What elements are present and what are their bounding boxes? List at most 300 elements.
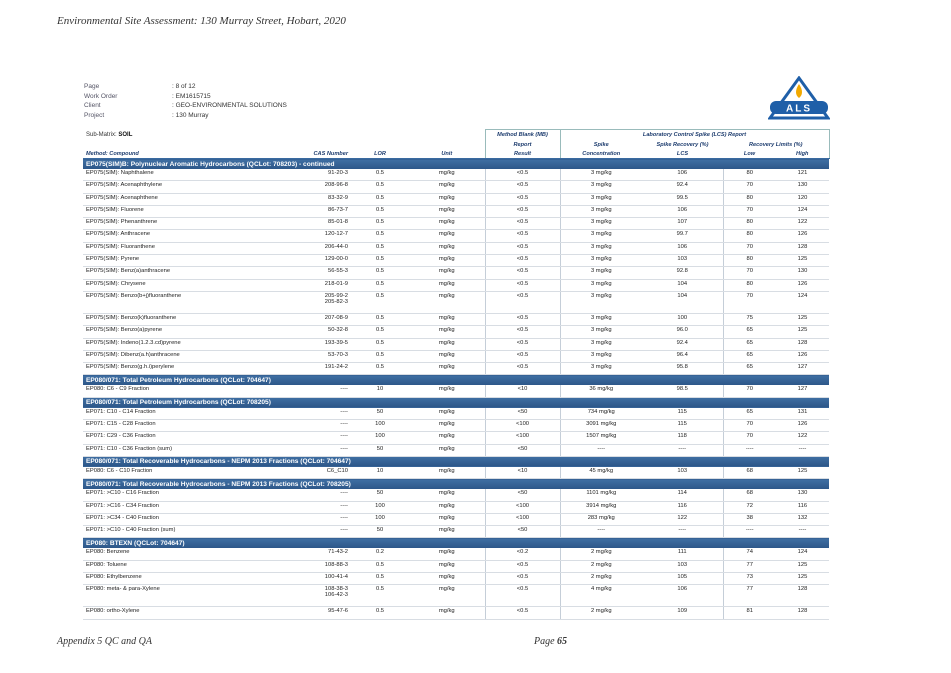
lcs-recovery: 103 (677, 467, 688, 474)
lcs-recovery-cell (642, 255, 723, 267)
lor-cell (351, 193, 409, 205)
mb-result: <0.5 (516, 292, 529, 299)
lcs-recovery-cell (642, 467, 723, 479)
table-row (83, 513, 829, 525)
spike-concentration: 3 mg/kg (590, 194, 612, 201)
unit-cell (409, 291, 485, 313)
table-row (83, 501, 829, 513)
lor-cell (351, 585, 409, 607)
col-cas: CAS Number (267, 149, 351, 159)
compound: EP080: Toluene (86, 561, 127, 568)
spike-concentration: 3 mg/kg (590, 327, 612, 334)
compound: EP075(SIM): Fluorene (86, 206, 144, 213)
lcs-recovery-cell (642, 350, 723, 362)
limit-high: 126 (797, 421, 808, 428)
lcs-recovery: 100 (677, 314, 688, 321)
lcs-recovery: 95.8 (676, 364, 688, 371)
spike-concentration: 3 mg/kg (590, 351, 612, 358)
mb-result: <0.5 (516, 280, 529, 287)
mb-result: <0.5 (516, 339, 529, 346)
lcs-recovery: 104 (677, 292, 688, 299)
lor: 0.5 (375, 608, 385, 615)
lcs-recovery: 99.7 (676, 231, 688, 238)
limit-low: 68 (746, 467, 753, 474)
lor: 10 (376, 386, 384, 393)
lor: 0.5 (375, 219, 385, 226)
lcs-recovery: 92.4 (676, 339, 688, 346)
unit: mg/kg (438, 219, 455, 226)
spike-concentration: 3 mg/kg (590, 280, 612, 287)
lcs-recovery-cell (642, 548, 723, 560)
spike-concentration-cell (560, 420, 642, 432)
lor: 0.5 (375, 574, 385, 581)
logo-text: ALS (786, 103, 812, 115)
compound: EP071: C15 - C28 Fraction (86, 421, 156, 428)
method-blank-header: Method Blank (MB) (485, 130, 560, 141)
unit-cell (409, 467, 485, 479)
limit-high: 128 (797, 243, 808, 250)
limit-low: 74 (746, 549, 753, 556)
limit-low: ---- (745, 527, 754, 534)
limit-high-cell (776, 560, 829, 572)
unit: mg/kg (438, 421, 455, 428)
table-row (83, 338, 829, 350)
lor-cell (351, 548, 409, 560)
compound-cell (83, 338, 267, 350)
lcs-recovery-cell (642, 432, 723, 444)
mb-result-cell (485, 326, 560, 338)
cas-number-cell (267, 560, 351, 572)
compound: EP075(SIM): Naphthalene (86, 170, 154, 176)
limit-low-cell (723, 267, 776, 279)
unit-cell (409, 573, 485, 585)
lcs-recovery: 103 (677, 256, 688, 263)
unit: mg/kg (438, 339, 455, 346)
unit: mg/kg (438, 170, 455, 176)
mb-result: <50 (517, 408, 528, 415)
meta-value: : 130 Murray (172, 111, 209, 119)
limit-high: 124 (797, 292, 808, 299)
spike-concentration: 36 mg/kg (589, 386, 614, 393)
cas-number: 207-08-9 (324, 314, 348, 321)
spike-concentration-cell (560, 242, 642, 254)
cas-number-cell (267, 432, 351, 444)
limit-high-cell (776, 585, 829, 607)
compound-cell (83, 513, 267, 525)
lor: 0.5 (375, 327, 385, 334)
spike-concentration: 3 mg/kg (590, 314, 612, 321)
section-title: EP080/071: Total Petroleum Hydrocarbons (QCLot: 704647) (83, 375, 829, 386)
unit-cell (409, 279, 485, 291)
spike-concentration-cell (560, 350, 642, 362)
unit-cell (409, 432, 485, 444)
limit-low-cell (723, 444, 776, 456)
lor: 0.5 (375, 268, 385, 275)
lcs-recovery-cell (642, 573, 723, 585)
mb-result-cell (485, 279, 560, 291)
report-body (83, 159, 829, 620)
mb-result-cell (485, 267, 560, 279)
mb-result-cell (485, 255, 560, 267)
lcs-recovery: 107 (677, 219, 688, 226)
lcs-recovery-cell (642, 444, 723, 456)
limit-low-cell (723, 420, 776, 432)
compound-cell (83, 169, 267, 181)
lcs-recovery-cell (642, 513, 723, 525)
lor: 0.5 (375, 314, 385, 321)
cas-number-cell (267, 513, 351, 525)
lcs-recovery-cell (642, 526, 723, 538)
mb-result: <0.5 (516, 586, 529, 593)
limit-low: 70 (746, 243, 753, 250)
unit-cell (409, 313, 485, 325)
spike-concentration: 3914 mg/kg (586, 502, 617, 509)
mb-result: <100 (515, 502, 530, 509)
limit-low-cell (723, 230, 776, 242)
table-row (83, 242, 829, 254)
cas-number: ---- (340, 514, 348, 521)
limit-high-cell (776, 363, 829, 375)
unit: mg/kg (438, 433, 455, 440)
limit-low-cell (723, 513, 776, 525)
compound: EP075(SIM): Benzo(k)fluoranthene (86, 314, 177, 321)
cas-number-cell (267, 489, 351, 501)
mb-result: <50 (517, 490, 528, 497)
meta-key: Work Order (84, 92, 118, 100)
section-header-row (83, 479, 829, 490)
limit-high-cell (776, 218, 829, 230)
lcs-recovery-cell (642, 489, 723, 501)
cas-number-cell (267, 181, 351, 193)
table-row (83, 573, 829, 585)
limit-low-cell (723, 560, 776, 572)
limit-high: 126 (797, 231, 808, 238)
limit-low-cell (723, 573, 776, 585)
mb-result-cell (485, 363, 560, 375)
lcs-recovery: 106 (677, 170, 688, 176)
unit-cell (409, 267, 485, 279)
spike-concentration-cell (560, 432, 642, 444)
limit-high-cell (776, 255, 829, 267)
compound: EP071: >C10 - C16 Fraction (86, 490, 159, 497)
cas-number: 50-32-8 (328, 327, 348, 334)
limit-high: 130 (797, 490, 808, 497)
cas-number: 193-39-5 (324, 339, 348, 346)
spike-concentration: 3 mg/kg (590, 206, 612, 213)
limit-low-cell (723, 242, 776, 254)
compound: EP075(SIM): Acenaphthene (86, 194, 158, 201)
limit-low: 70 (746, 292, 753, 299)
limit-high-cell (776, 607, 829, 619)
unit: mg/kg (438, 194, 455, 201)
compound: EP071: C29 - C36 Fraction (86, 433, 156, 440)
mb-result-cell (485, 607, 560, 619)
cas-number: 56-55-3 (328, 268, 348, 275)
lcs-recovery-cell (642, 279, 723, 291)
limit-low-cell (723, 313, 776, 325)
table-row (83, 255, 829, 267)
cas-number: 83-32-9 (328, 194, 348, 201)
report-meta (84, 82, 287, 120)
table-row (83, 526, 829, 538)
compound-cell (83, 501, 267, 513)
lor: 100 (375, 514, 385, 521)
meta-key: Page (84, 83, 100, 90)
cas-number-cell (267, 169, 351, 181)
mb-result: <10 (517, 386, 528, 393)
limit-low: 77 (746, 586, 753, 593)
col-result: Result (485, 149, 560, 159)
compound: EP075(SIM): Anthracene (86, 231, 151, 238)
mb-result-cell (485, 501, 560, 513)
cas-number: ---- (340, 408, 348, 415)
limit-low-cell (723, 350, 776, 362)
lor-cell (351, 444, 409, 456)
compound: EP080: ortho-Xylene (86, 608, 140, 615)
lor-cell (351, 242, 409, 254)
cas-number: ---- (340, 421, 348, 428)
cas-number: 129-00-0 (324, 256, 348, 263)
limit-low-cell (723, 218, 776, 230)
spike-concentration: 734 mg/kg (587, 408, 615, 415)
spike-concentration-cell (560, 338, 642, 350)
cas-number: 205-99-2 (324, 292, 348, 299)
lcs-recovery-cell (642, 313, 723, 325)
cas-number: 206-44-0 (324, 243, 348, 250)
compound-cell (83, 408, 267, 420)
limit-low: 70 (746, 206, 753, 213)
limit-high-cell (776, 326, 829, 338)
lor: 50 (376, 490, 384, 497)
unit-cell (409, 255, 485, 267)
unit: mg/kg (438, 243, 455, 250)
limit-low-cell (723, 607, 776, 619)
compound-cell (83, 420, 267, 432)
lor-cell (351, 467, 409, 479)
mb-result-cell (485, 573, 560, 585)
compound-cell (83, 607, 267, 619)
limit-high-cell (776, 526, 829, 538)
cas-number-cell (267, 585, 351, 607)
compound-cell (83, 385, 267, 397)
method-blank-subheader: Report (485, 140, 560, 149)
limit-high-cell (776, 230, 829, 242)
mb-result-cell (485, 489, 560, 501)
compound: EP075(SIM): Benzo(a)pyrene (86, 327, 163, 334)
unit-cell (409, 218, 485, 230)
limit-high-cell (776, 489, 829, 501)
compound-cell (83, 467, 267, 479)
limit-high: 131 (797, 408, 808, 415)
cas-number-secondary: 106-42-3 (324, 592, 348, 599)
unit: mg/kg (438, 327, 455, 334)
limit-high: 127 (797, 364, 808, 371)
compound-cell (83, 585, 267, 607)
lcs-recovery-cell (642, 385, 723, 397)
unit-cell (409, 548, 485, 560)
unit: mg/kg (438, 231, 455, 238)
spike-concentration-cell (560, 230, 642, 242)
spike-concentration-cell (560, 218, 642, 230)
meta-value: : EM1615715 (172, 92, 211, 100)
unit-cell (409, 526, 485, 538)
compound-cell (83, 230, 267, 242)
unit-cell (409, 230, 485, 242)
compound-cell (83, 489, 267, 501)
unit-cell (409, 444, 485, 456)
section-title: EP080/071: Total Recoverable Hydrocarbons - NEPM 2013 Fractions (QCLot: 704647) (83, 456, 829, 467)
lor-cell (351, 432, 409, 444)
unit-cell (409, 326, 485, 338)
limit-high: 125 (797, 256, 808, 263)
meta-row-page (84, 82, 287, 92)
cas-number: 86-73-7 (328, 206, 348, 213)
limit-high: 126 (797, 280, 808, 287)
lcs-recovery-cell (642, 181, 723, 193)
lor-cell (351, 279, 409, 291)
lcs-recovery-cell (642, 408, 723, 420)
limit-low: 65 (746, 351, 753, 358)
mb-result: <0.5 (516, 314, 529, 321)
lor: 0.5 (375, 339, 385, 346)
lcs-recovery: 96.0 (676, 327, 688, 334)
compound: EP075(SIM): Benzo(g.h.i)perylene (86, 364, 175, 371)
limit-low: 81 (746, 608, 753, 615)
limit-low: 70 (746, 182, 753, 189)
lor: 10 (376, 467, 384, 474)
limit-high: 128 (797, 339, 808, 346)
spike-concentration: 3 mg/kg (590, 268, 612, 275)
cas-number-cell (267, 267, 351, 279)
unit-cell (409, 513, 485, 525)
section-header-row (83, 456, 829, 467)
cas-number-cell (267, 548, 351, 560)
spike-concentration-cell (560, 255, 642, 267)
lcs-recovery: 96.4 (676, 351, 688, 358)
table-row (83, 444, 829, 456)
spike-concentration: 3 mg/kg (590, 339, 612, 346)
lor: 0.5 (375, 364, 385, 371)
lor: 0.5 (375, 280, 385, 287)
unit: mg/kg (438, 561, 455, 568)
unit: mg/kg (438, 268, 455, 275)
cas-number-cell (267, 444, 351, 456)
compound: EP075(SIM): Acenaphthylene (86, 182, 163, 189)
limit-low: 72 (746, 502, 753, 509)
limit-high: 125 (797, 327, 808, 334)
lcs-recovery-cell (642, 205, 723, 217)
lcs-recovery: ---- (678, 445, 687, 452)
cas-number: 218-01-9 (324, 280, 348, 287)
table-row (83, 350, 829, 362)
footer-page-label: Page (534, 636, 555, 647)
lor-cell (351, 408, 409, 420)
lcs-recovery: 116 (677, 502, 687, 509)
table-row (83, 467, 829, 479)
compound: EP075(SIM): Fluoranthene (86, 243, 155, 250)
spike-concentration-cell (560, 408, 642, 420)
limit-high-cell (776, 291, 829, 313)
limit-low-cell (723, 432, 776, 444)
section-title: EP080/071: Total Petroleum Hydrocarbons (QCLot: 708205) (83, 397, 829, 408)
compound-cell (83, 432, 267, 444)
unit: mg/kg (438, 527, 455, 534)
limit-high: 124 (797, 206, 808, 213)
lcs-recovery-cell (642, 193, 723, 205)
unit-cell (409, 193, 485, 205)
compound-cell (83, 444, 267, 456)
table-row (83, 230, 829, 242)
compound: EP075(SIM): Dibenz(a.h)anthracene (86, 351, 180, 358)
lor-cell (351, 350, 409, 362)
mb-result: <100 (515, 421, 530, 428)
cas-number: 53-70-3 (328, 351, 348, 358)
unit: mg/kg (438, 467, 455, 474)
limit-low: ---- (745, 445, 754, 452)
table-row (83, 193, 829, 205)
lcs-recovery: ---- (678, 527, 687, 534)
compound-cell (83, 255, 267, 267)
lcs-recovery-cell (642, 218, 723, 230)
meta-value: : GEO-ENVIRONMENTAL SOLUTIONS (172, 102, 287, 109)
cas-number: 108-88-3 (324, 561, 348, 568)
spike-concentration-cell (560, 573, 642, 585)
spike-concentration: ---- (597, 445, 606, 452)
col-concentration: Concentration (560, 149, 642, 159)
mb-result: <0.2 (516, 549, 529, 556)
compound: EP075(SIM): Pyrene (86, 256, 140, 263)
spike-concentration: 2 mg/kg (590, 561, 612, 568)
limit-low-cell (723, 526, 776, 538)
cas-number-cell (267, 501, 351, 513)
lor-cell (351, 205, 409, 217)
limit-high-cell (776, 385, 829, 397)
compound: EP080: Ethylbenzene (86, 574, 142, 581)
table-row (83, 181, 829, 193)
lcs-report-table (83, 129, 829, 620)
lor: 0.5 (375, 292, 385, 299)
table-row (83, 326, 829, 338)
limit-high: 122 (797, 219, 808, 226)
mb-result-cell (485, 169, 560, 181)
mb-result-cell (485, 526, 560, 538)
unit: mg/kg (438, 608, 455, 615)
unit: mg/kg (438, 351, 455, 358)
cas-number-cell (267, 279, 351, 291)
limit-low-cell (723, 279, 776, 291)
spike-concentration: 3 mg/kg (590, 364, 612, 371)
unit-cell (409, 169, 485, 181)
limit-high-cell (776, 267, 829, 279)
lcs-recovery-cell (642, 230, 723, 242)
cas-number-cell (267, 193, 351, 205)
compound: EP075(SIM): Indeno(1.2.3.cd)pyrene (86, 339, 181, 346)
lor: 0.5 (375, 194, 385, 201)
section-header-row (83, 397, 829, 408)
limit-low-cell (723, 169, 776, 181)
limit-low: 65 (746, 364, 753, 371)
mb-result: <0.5 (516, 268, 529, 275)
lcs-recovery-cell (642, 607, 723, 619)
lcs-recovery: 122 (677, 514, 688, 521)
section-title: EP080: BTEXN (QCLot: 704647) (83, 538, 829, 549)
spike-concentration: 1101 mg/kg (586, 490, 617, 497)
compound-cell (83, 363, 267, 375)
mb-result-cell (485, 420, 560, 432)
lor-cell (351, 513, 409, 525)
footer-appendix: Appendix 5 QC and QA (57, 636, 152, 647)
lcs-recovery-cell (642, 242, 723, 254)
